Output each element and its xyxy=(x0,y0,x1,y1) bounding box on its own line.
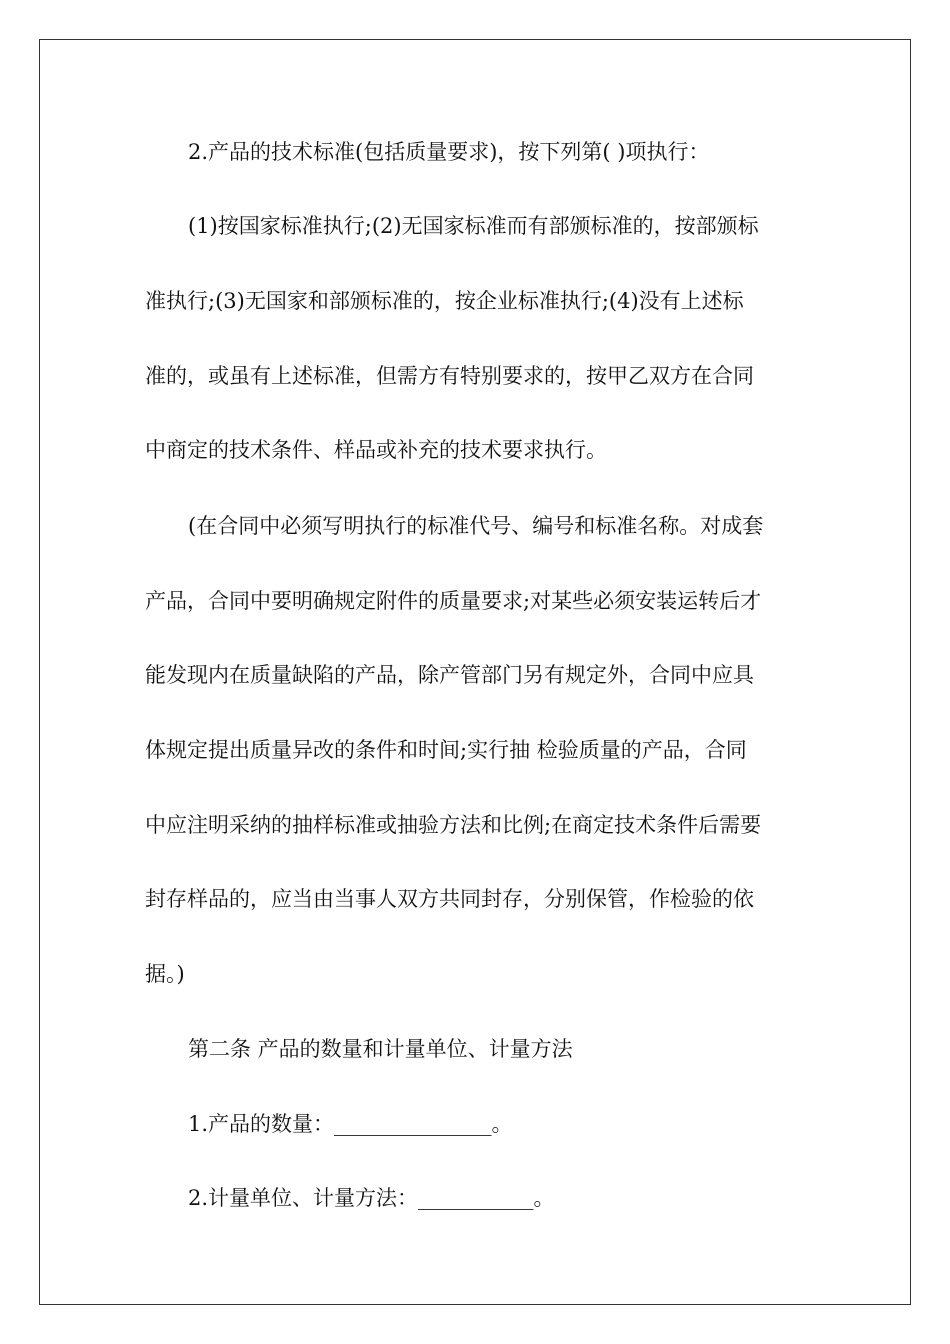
text-line: 封存样品的，应当由当事人双方共同封存，分别保管，作检验的依 xyxy=(145,887,754,911)
text-line: 体规定提出质量异改的条件和时间;实行抽 检验质量的产品，合同 xyxy=(145,738,747,762)
text-line: 准执行;(3)无国家和部颁标准的，按企业标准执行;(4)没有上述标 xyxy=(145,289,744,313)
text-line: (在合同中必须写明执行的标准代号、编号和标准名称。对成套 xyxy=(188,514,764,538)
text-line: (1)按国家标准执行;(2)无国家标准而有部颁标准的，按部颁标 xyxy=(188,214,759,238)
text-line: 中商定的技术条件、样品或补充的技术要求执行。 xyxy=(145,438,607,462)
quantity-field-line: 1.产品的数量：_______________。 xyxy=(188,1112,513,1136)
text-line: 据。) xyxy=(145,962,185,986)
text-line-standard-heading: 2.产品的技术标准(包括质量要求)，按下列第( )项执行： xyxy=(188,140,710,164)
text-line: 中应注明采纳的抽样标准或抽验方法和比例;在商定技术条件后需要 xyxy=(145,813,762,837)
text-line: 能发现内在质量缺陷的产品，除产管部门另有规定外，合同中应具 xyxy=(145,663,754,687)
text-line: 准的，或虽有上述标准，但需方有特别要求的，按甲乙双方在合同 xyxy=(145,364,754,388)
unit-method-field-line: 2.计量单位、计量方法：___________。 xyxy=(188,1186,555,1210)
article-heading: 第二条 产品的数量和计量单位、计量方法 xyxy=(188,1037,573,1061)
text-line: 产品，合同中要明确规定附件的质量要求;对某些必须安装运转后才 xyxy=(145,589,762,613)
